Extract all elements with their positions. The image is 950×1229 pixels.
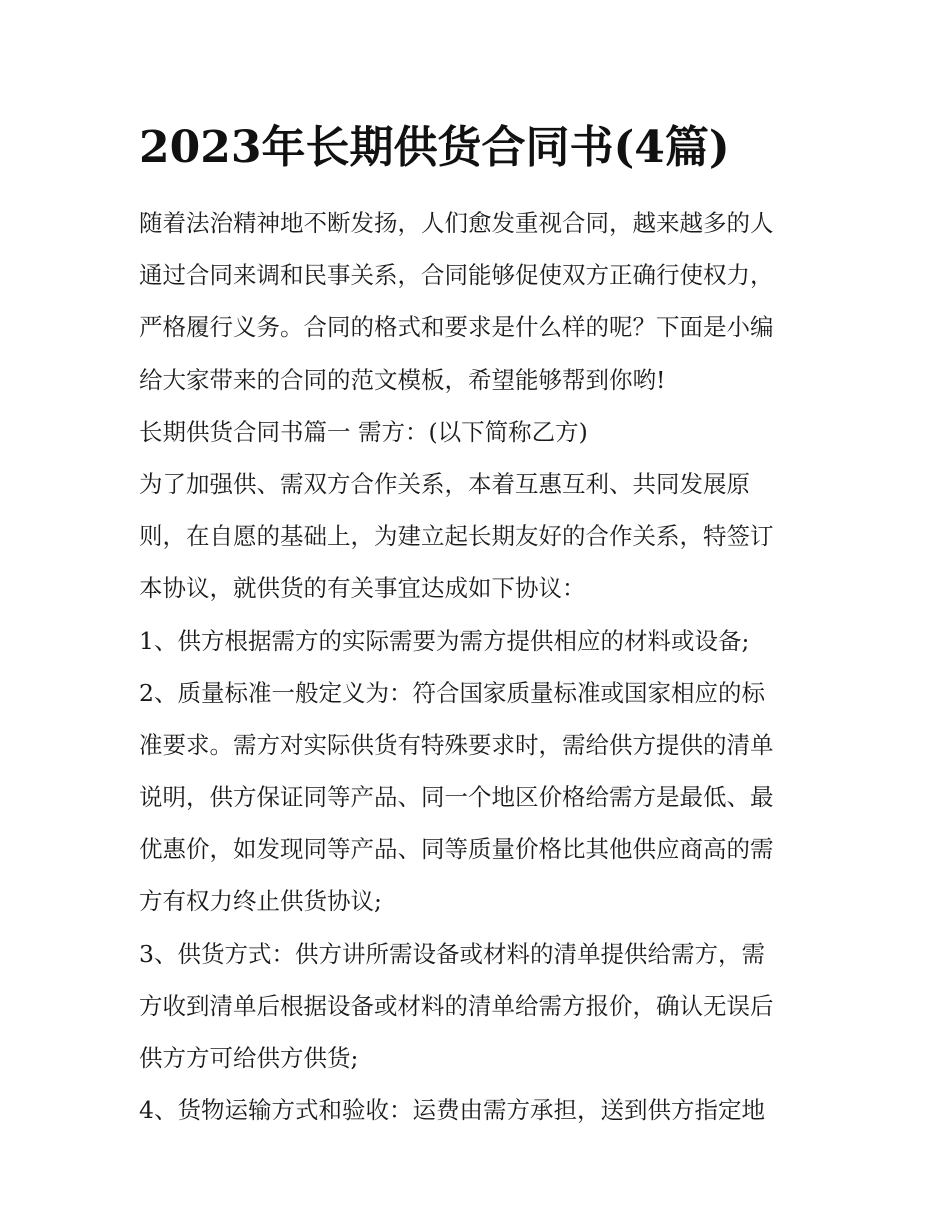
clause-line: 准要求。需方对实际供货有特殊要求时，需给供方提供的清单 bbox=[139, 730, 774, 759]
paragraph-line: 则，在自愿的基础上，为建立起长期友好的合作关系，特签订 bbox=[139, 522, 774, 551]
clause-line: 方有权力终止供货协议; bbox=[139, 887, 382, 916]
paragraph-line: 给大家带来的合同的范文模板，希望能够帮到你哟! bbox=[139, 365, 666, 394]
clause-line: 1、供方根据需方的实际需要为需方提供相应的材料或设备; bbox=[139, 626, 750, 655]
clause-line: 2、质量标准一般定义为：符合国家质量标准或国家相应的标 bbox=[139, 678, 765, 707]
clause-line: 3、供货方式：供方讲所需设备或材料的清单提供给需方，需 bbox=[139, 939, 765, 968]
clause-line: 方收到清单后根据设备或材料的清单给需方报价，确认无误后 bbox=[139, 991, 774, 1020]
clause-line: 4、货物运输方式和验收：运费由需方承担，送到供方指定地 bbox=[139, 1096, 765, 1125]
paragraph-line: 严格履行义务。合同的格式和要求是什么样的呢？下面是小编 bbox=[139, 313, 774, 342]
document-body bbox=[139, 197, 819, 1136]
paragraph-line: 本协议，就供货的有关事宜达成如下协议： bbox=[139, 574, 586, 603]
clause-line: 说明，供方保证同等产品、同一个地区价格给需方是最低、最 bbox=[139, 783, 774, 812]
document-title: 2023年长期供货合同书(4篇) bbox=[139, 122, 730, 173]
paragraph-line: 随着法治精神地不断发扬，人们愈发重视合同，越来越多的人 bbox=[139, 209, 774, 237]
clause-line: 优惠价，如发现同等产品、同等质量价格比其他供应商高的需 bbox=[139, 835, 774, 864]
paragraph-line: 通过合同来调和民事关系，合同能够促使双方正确行使权力， bbox=[139, 261, 774, 290]
paragraph-line: 为了加强供、需双方合作关系，本着互惠互利、共同发展原 bbox=[139, 469, 750, 498]
clause-line: 供方方可给供方供货; bbox=[139, 1044, 359, 1072]
section-heading-line: 长期供货合同书篇一 需方：(以下简称乙方) bbox=[139, 417, 588, 446]
